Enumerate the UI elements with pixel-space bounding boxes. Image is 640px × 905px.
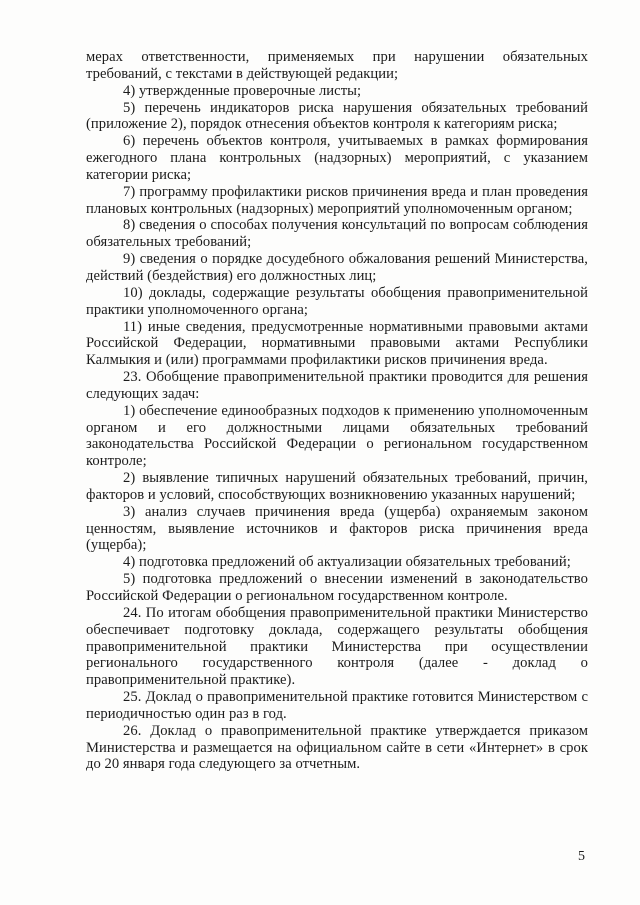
paragraph: 23. Обобщение правоприменительной практики проводится для решения следующих задач: [86, 369, 588, 402]
paragraph: 25. Доклад о правоприменительной практике готовится Министерством с периодичностью один раз в год. [86, 689, 588, 722]
paragraph: 6) перечень объектов контроля, учитываемых в рамках формирования ежегодного плана контрольных (надзорных) мероприятий, с указанием категории риска; [86, 133, 588, 183]
paragraph: 26. Доклад о правоприменительной практике утверждается приказом Министерства и размещается на официальном сайте в сети «Интернет» в срок до 20 января года следующего за отчетным. [86, 722, 588, 773]
page-number: 5 [578, 849, 585, 864]
paragraph: 8) сведения о способах получения консультаций по вопросам соблюдения обязательных требований; [86, 217, 588, 251]
paragraph: 10) доклады, содержащие результаты обобщения правоприменительной практики уполномоченного органа; [86, 284, 588, 318]
paragraph: 5) перечень индикаторов риска нарушения обязательных требований (приложение 2), порядок отнесения объектов контроля к категориям риска; [86, 99, 588, 133]
paragraph-continuation: мерах ответственности, применяемых при нарушении обязательных требований, с текстами в действующей редакции; [86, 49, 588, 82]
paragraph: 4) утвержденные проверочные листы; [123, 82, 362, 99]
paragraph: 2) выявление типичных нарушений обязательных требований, причин, факторов и условий, способствующих возникновению указанных нарушений; [86, 470, 588, 503]
paragraph: 9) сведения о порядке досудебного обжалования решений Министерства, действий (бездействия) его должностных лиц; [86, 251, 588, 284]
paragraph: 4) подготовка предложений об актуализации обязательных требований; [123, 554, 571, 571]
body-text [86, 49, 588, 773]
paragraph: 7) программу профилактики рисков причинения вреда и план проведения плановых контрольных (надзорных) мероприятий уполномоченным органом; [86, 183, 588, 217]
paragraph: 24. По итогам обобщения правоприменительной практики Министерство обеспечивает подготовку доклада, содержащего результаты обобщения правоприменительной практики Министерства при осуществлении регионального государственного контроля (далее - доклад о правоприменительной практике). [86, 604, 588, 689]
paragraph: 5) подготовка предложений о внесении изменений в законодательство Российской Федерации о региональном государственном контроле. [86, 571, 588, 604]
paragraph: 11) иные сведения, предусмотренные нормативными правовыми актами Российской Федерации, нормативными правовыми актами Республики Калмыкия и (или) программами профилактики рисков причинения вреда. [86, 318, 588, 369]
paragraph: 1) обеспечение единообразных подходов к применению уполномоченным органом и его должностными лицами обязательных требований законодательства Российской Федерации о региональном государственном контроле; [86, 402, 588, 470]
paragraph: 3) анализ случаев причинения вреда (ущерба) охраняемым законом ценностям, выявление источников и факторов риска причинения вреда (ущерба); [86, 503, 588, 554]
